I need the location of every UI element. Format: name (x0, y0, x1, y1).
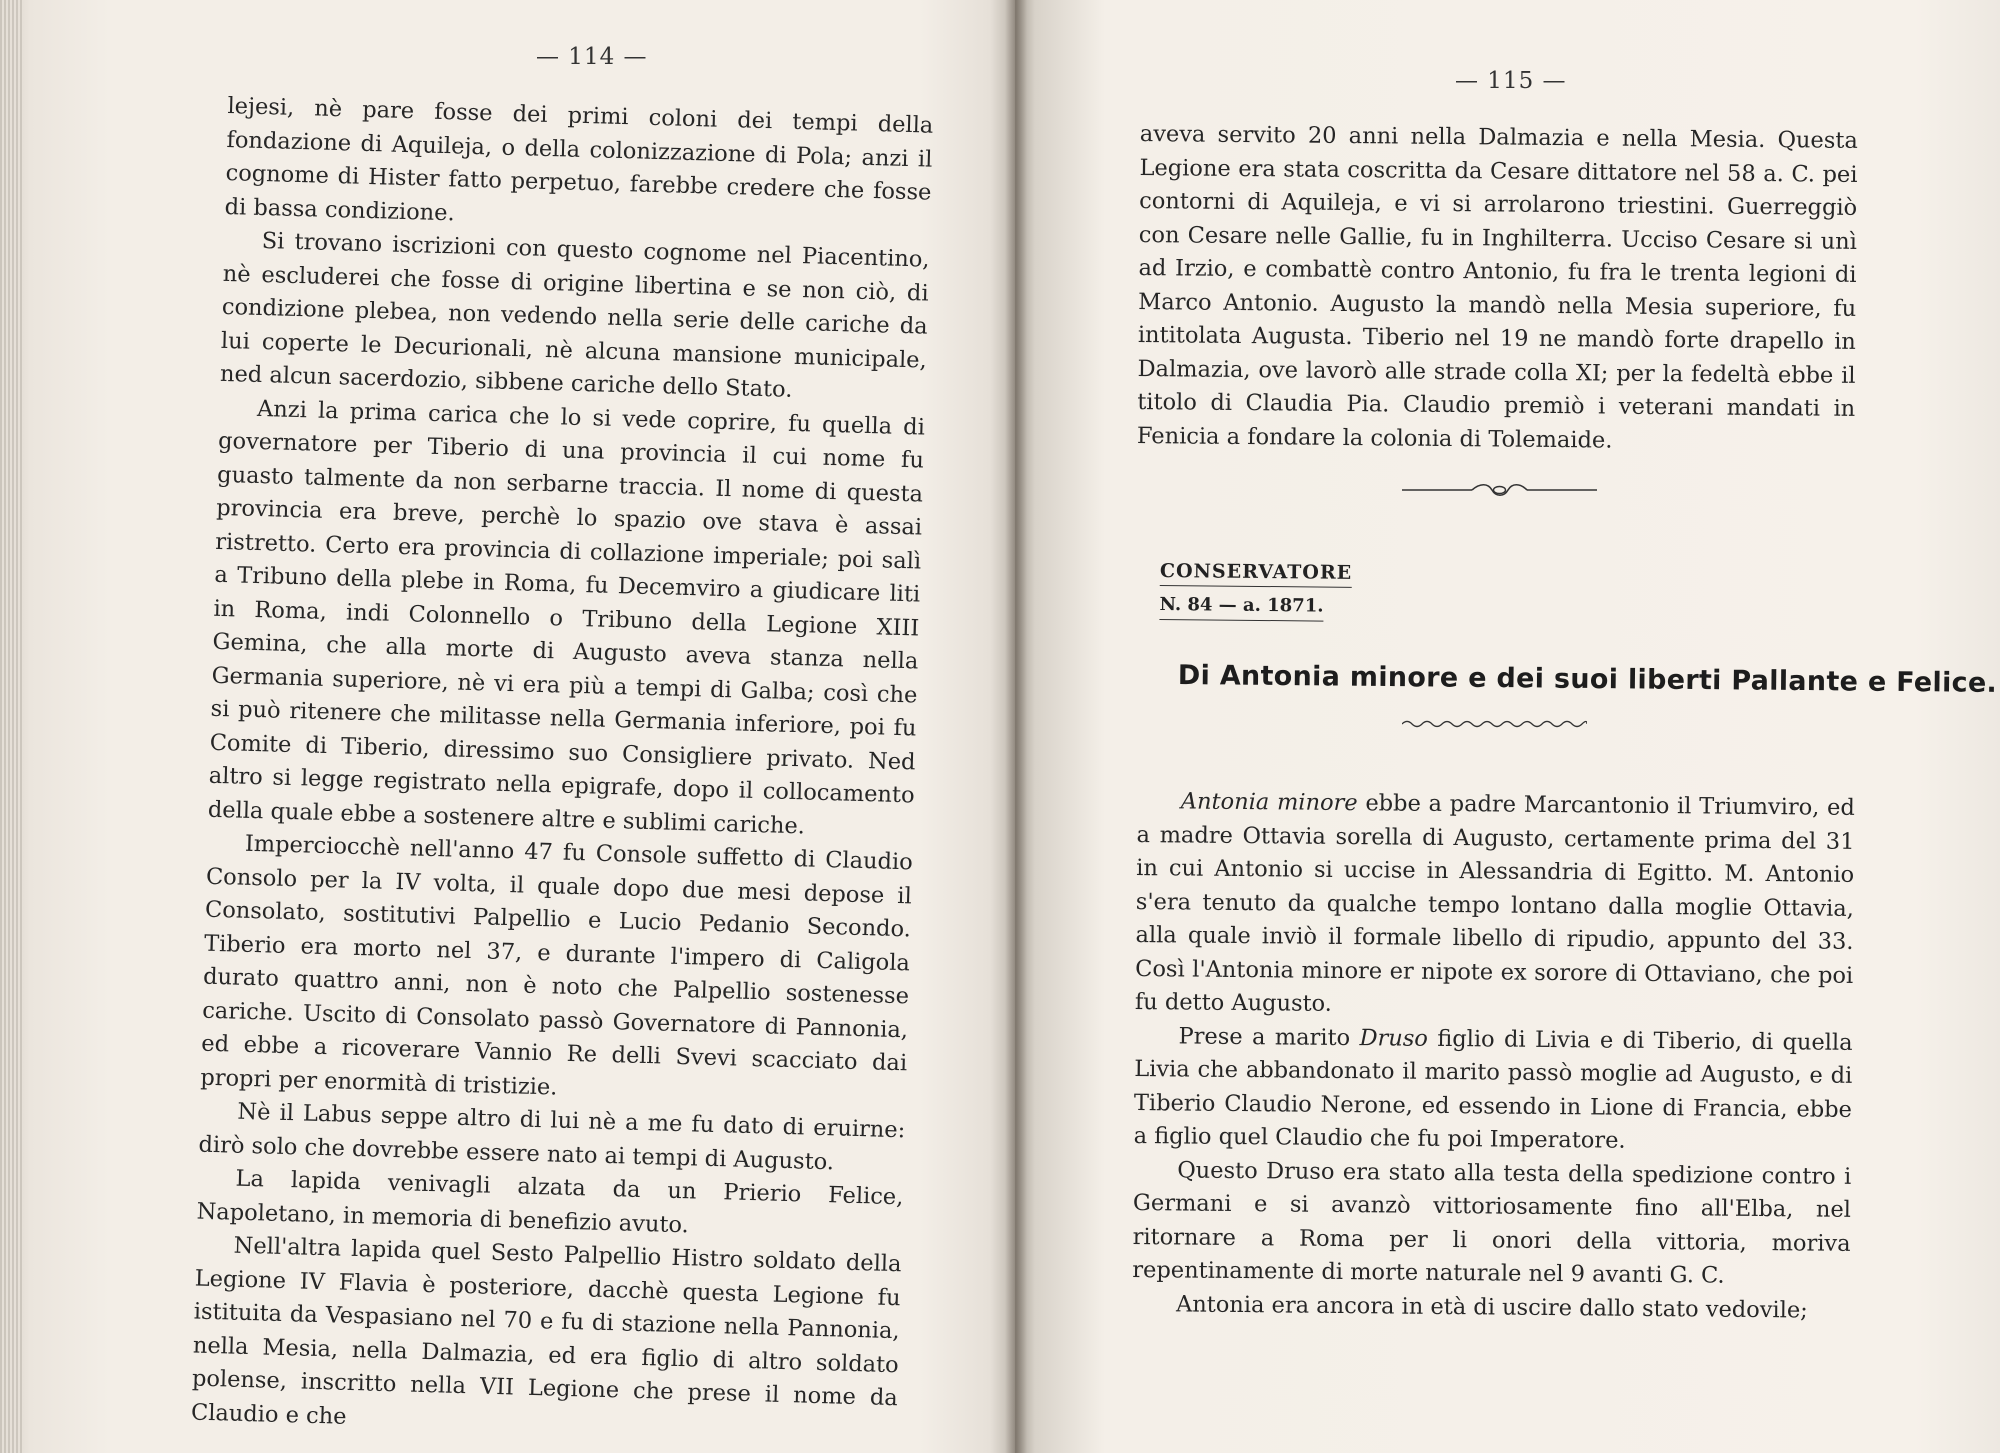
source-number: N. 84 — a. 1871. (1159, 594, 1323, 622)
article-paragraph: Antonia minore ebbe a padre Marcantonio il Triumviro, ed a madre Ottavia sorella di Augusto, certamente prima del 31 in cui Antonio si uccise in Alessandria di Egitto. M. Antonio s'era tenuto da qualche tempo lontano dalla moglie Ottavia, alla quale inviò il formale libello di ripudio, appunto del 33. Così l'Antonia minore er nipote ex sorore di Ottaviano, che poi fu detto Augusto. (1134, 788, 1855, 1017)
section-divider-ornament (1402, 483, 1597, 497)
article-paragraph: Questo Druso era stato alla testa della spedizione contro i Germani e si avanzò vittoriosamente fino all'Elba, nel ritornare a Roma per li onori della vittoria, moriva repentinamente di morte naturale nel 9 avanti G. C. (1132, 1156, 1852, 1289)
left-paragraph: lejesi, nè pare fosse dei primi coloni dei tempi della fondazione di Aquileja, o della colonizzazione di Pola; anzi il cognome di Hister fatto perpetuo, farebbe credere che fosse di bassa condizione. (224, 92, 934, 226)
article-body (1132, 785, 1855, 1328)
left-paragraph: Nè il Labus seppe altro di lui nè a me fu dato di eruirne: dirò solo che dovrebbe essere nato ai tempi di Augusto. (198, 1098, 906, 1175)
right-top-paragraph: aveva servito 20 anni nella Dalmazia e nella Mesia. Questa Legione era stata coscritta da Cesare dittatore nel 58 a. C. pei contorni di Aquileja, e vi si arrolarono triestini. Guerreggiò con Cesare nelle Gallie, fu in Inghilterra. Ucciso Cesare si unì ad Irzio, e combattè contro Antonio, fu fra le trenta legioni di Marco Antonio. Augusto la mandò nella Mesia superiore, fu intitolata Augusta. Tiberio nel 19 ne mandò forte drapello in Dalmazia, ove lavorò alle strade colla XI; per la fedeltà ebbe il titolo di Claudia Pia. Claudio premiò i veterani mandati in Fenicia a fondare la colonia di Tolemaide. (1136, 120, 1858, 454)
page-stack-edge (0, 0, 22, 1453)
article-paragraph: Antonia era ancora in età di uscire dallo stato vedovile; (1175, 1290, 1808, 1323)
source-citation (1159, 560, 1353, 622)
left-paragraph: Nell'altra lapida quel Sesto Palpellio Histro soldato della Legione IV Flavia è posteriore, dacchè questa Legione fu istituita da Vespasiano nel 70 e fu di stazione nella Pannonia, nella Mesia, nella Dalmazia, ed era figlio di altro soldato polense, inscritto nella VII Legione che prese il nome da Claudio e che (190, 1232, 902, 1430)
article-title: Di Antonia minore e dei suoi liberti Pallante e Felice. (1177, 660, 1998, 699)
left-paragraph: Anzi la prima carica che lo si vede coprire, fu quella di governatore per Tiberio di una provincia il cui nome fu guasto talmente da non serbarne traccia. Il nome di questa provincia era breve, perchè lo spazio ove stava è assai ristretto. Certo era provincia di collazione imperiale; poi salì a Tribuno della plebe in Roma, fu Decemviro a giudicare liti in Roma, indi Colonnello o Tribuno della Legione XIII Gemina, che alla morte di Augusto aveva stanza nella Germania superiore, nè vi era più a tempi di Galba; così che si può ritenere che militasse nella Germania inferiore, poi fu Comite di Tiberio, diressimo suo Consigliere privato. Ned altro si legge registrato nella epigrafe, dopo il collocamento della quale ebbe a sostenere altre e sublimi cariche. (207, 395, 926, 839)
left-paragraph: Imperciocchè nell'anno 47 fu Console suffetto di Claudio Consolo per la IV volta, il quale dopo due mesi depose il Consolato, sostitutivi Palpellio e Lucio Pedanio Secondo. Tiberio era morto nel 37, e durante l'impero di Caligola durato quattro anni, non è noto che Palpellio sostenesse cariche. Uscito di Consolato passò Governatore di Pannonia, ed ebbe a ricoverare Vannio Re delli Svevi scacciato dai propri per enormità di tristizie. (200, 830, 914, 1101)
left-paragraph: Si trovano iscrizioni con questo cognome nel Piacentino, nè escluderei che fosse di origine libertina e se non ciò, di condizione plebea, non vedendo nella serie delle cariche da lui coperte le Decurionali, nè alcuna mansione municipale, ned alcun sacerdozio, sibbene cariche dello Stato. (219, 228, 930, 403)
italic-name: Antonia minore (1180, 788, 1358, 817)
right-page-continuation (1137, 118, 1858, 460)
left-paragraph: La lapida venivagli alzata da un Prierio Felice, Napoletano, in memoria di benefizio avuto. (196, 1165, 904, 1238)
source-label: CONSERVATORE (1160, 560, 1353, 588)
left-page-body (191, 90, 934, 1449)
article-paragraph: Prese a marito Druso figlio di Livia e di Tiberio, di quella Livia che abbandonato il marito passò moglie ad Augusto, e di Tiberio Claudio Nerone, ed essendo in Lione di Francia, ebbe a figlio quel Claudio che fu poi Imperatore. (1133, 1022, 1853, 1154)
book-gutter (1005, 0, 1027, 1453)
right-page-number: — 115 — (1455, 68, 1567, 94)
left-page-number: — 114 — (536, 44, 648, 70)
title-wavy-rule (1402, 719, 1587, 729)
italic-name: Druso (1359, 1024, 1429, 1052)
